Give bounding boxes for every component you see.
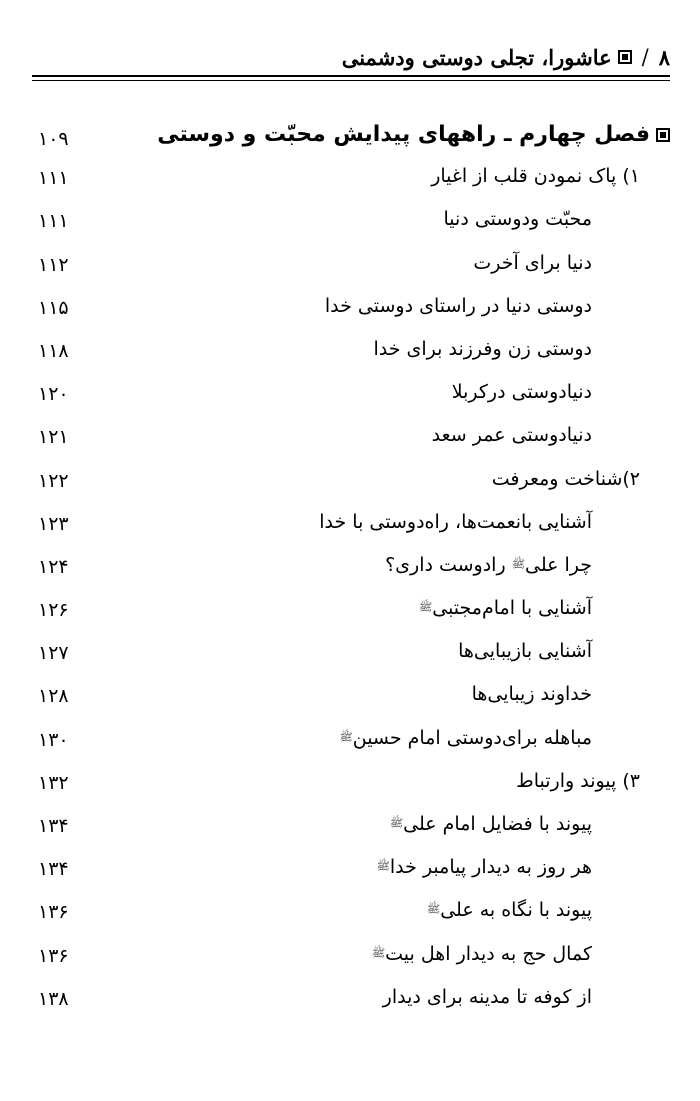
- header-rule: [32, 75, 670, 77]
- toc-entry: [0, 679, 700, 722]
- toc-entry: [0, 464, 700, 507]
- toc-entry: [0, 550, 700, 593]
- page-number: ۸: [658, 44, 670, 70]
- honorific-glyph: ﷺ: [426, 902, 441, 916]
- toc-entry: [0, 248, 700, 291]
- toc-entry-page-number: ۱۳۴: [38, 815, 69, 837]
- toc-entry: [0, 895, 700, 938]
- honorific-glyph: ﷺ: [418, 600, 433, 614]
- toc-chapter: [0, 118, 700, 161]
- toc-entry: [0, 723, 700, 766]
- toc-entry-text: دنیا برای آخرت: [473, 251, 592, 274]
- toc-entry-title: [383, 986, 592, 1008]
- toc-entry-text: ۳) پیوند وارتباط: [516, 769, 640, 792]
- table-of-contents: [0, 118, 700, 1025]
- toc-entry-title: [372, 943, 592, 965]
- toc-entry-text: آشنایی بازیبایی‌ها: [458, 640, 592, 663]
- toc-entry-text: از کوفه تا مدینه برای دیدار: [382, 985, 592, 1008]
- toc-entry-page-number: ۱۳۲: [38, 771, 69, 794]
- toc-entry-text: چرا علی: [524, 553, 592, 576]
- toc-entry-page-number: ۱۱۲: [38, 253, 69, 276]
- toc-entry: [0, 291, 700, 334]
- toc-entry-text: ۲)شناخت ومعرفت: [491, 467, 640, 490]
- honorific-glyph: ﷺ: [511, 557, 525, 571]
- toc-entry-page-number: ۱۳۸: [38, 987, 69, 1010]
- toc-entry-page-number: ۱۲۴: [38, 555, 69, 578]
- toc-entry-page-number: ۱۲۳: [38, 512, 69, 535]
- book-title: عاشورا، تجلی دوستی ودشمنی: [341, 44, 612, 70]
- toc-entry-page-number: ۱۱۱: [38, 167, 69, 190]
- running-header: [36, 40, 670, 74]
- toc-entry-text: مباهله برای‌دوستی امام حسین: [352, 726, 592, 749]
- toc-entry-title: [385, 554, 592, 576]
- toc-entry: [0, 982, 700, 1025]
- toc-entry-page-number: ۱۲۱: [38, 426, 69, 449]
- toc-entry-page-number: ۱۳۶: [38, 944, 69, 967]
- toc-entry: [0, 593, 700, 636]
- toc-entry-title: [377, 856, 592, 878]
- toc-entry-text: کمال حج به دیدار اهل بیت: [385, 942, 592, 965]
- toc-entry-title: [452, 381, 592, 403]
- toc-entry-title: [458, 640, 592, 662]
- toc-entry-title: [319, 511, 592, 533]
- toc-entry: [0, 939, 700, 982]
- toc-entry: [0, 852, 700, 895]
- honorific-glyph: ﷺ: [389, 816, 404, 830]
- toc-entry-text: دنیادوستی درکربلا: [451, 381, 592, 404]
- toc-entry-title: [432, 424, 592, 446]
- header-rule-thin: [32, 80, 670, 81]
- toc-entry-text-after: رادوست داری؟: [385, 553, 512, 576]
- toc-entry-page-number: ۱۲۷: [38, 642, 69, 665]
- toc-entry-text: پیوند با نگاه به علی: [440, 899, 592, 922]
- toc-entry-title: [516, 770, 640, 792]
- toc-entries: [0, 161, 700, 1025]
- toc-entry-title: [492, 468, 640, 490]
- toc-entry-text: ۱) پاک نمودن قلب از اغیار: [431, 165, 640, 188]
- toc-entry-title: [472, 683, 592, 705]
- toc-entry-text: آشنایی بانعمت‌ها، راه‌دوستی با خدا: [319, 510, 592, 533]
- toc-entry: [0, 334, 700, 377]
- toc-entry-text: خداوند زیبایی‌ها: [471, 683, 592, 706]
- toc-entry-title: [390, 813, 592, 835]
- honorific-glyph: ﷺ: [339, 730, 353, 744]
- toc-entry-text: دنیادوستی عمر سعد: [431, 424, 592, 447]
- toc-entry-title: [373, 338, 592, 360]
- toc-entry: [0, 636, 700, 679]
- toc-entry-page-number: ۱۱۵: [38, 296, 69, 319]
- toc-entry-text: هر روز به دیدار پیامبر خدا: [389, 856, 592, 879]
- toc-entry-title: [325, 295, 592, 317]
- toc-entry: [0, 766, 700, 809]
- toc-entry-page-number: ۱۲۸: [38, 685, 69, 708]
- square-bullet-icon: [618, 50, 632, 64]
- toc-entry-text: آشنایی با امام‌مجتبی: [432, 597, 592, 620]
- toc-entry-text: محبّت ودوستی دنیا: [443, 208, 592, 231]
- toc-entry-page-number: ۱۳۴: [38, 858, 69, 881]
- honorific-glyph: ﷺ: [376, 859, 390, 873]
- toc-entry-title: [339, 727, 592, 749]
- toc-entry-text: دوستی دنیا در راستای دوستی خدا: [324, 294, 592, 317]
- toc-entry: [0, 507, 700, 550]
- chapter-title: [157, 122, 670, 147]
- toc-entry-page-number: ۱۱۸: [38, 339, 69, 362]
- chapter-title-text: فصل چهارم ـ راههای پیدایش محبّت و دوستی: [157, 122, 650, 147]
- toc-entry: [0, 420, 700, 463]
- toc-entry-title: [473, 252, 592, 274]
- toc-entry: [0, 204, 700, 247]
- toc-entry-page-number: ۱۲۲: [38, 469, 69, 492]
- header-separator: /: [641, 45, 649, 69]
- toc-entry-title: [431, 165, 640, 187]
- toc-entry: [0, 161, 700, 204]
- toc-entry: [0, 809, 700, 852]
- honorific-glyph: ﷺ: [371, 946, 386, 960]
- toc-entry-page-number: ۱۳۶: [38, 901, 69, 924]
- toc-entry-title: [419, 597, 592, 619]
- toc-entry: [0, 377, 700, 420]
- chapter-page-number: ۱۰۹: [38, 128, 69, 150]
- toc-entry-title: [444, 208, 592, 230]
- toc-entry-title: [427, 899, 592, 921]
- toc-entry-page-number: ۱۳۰: [38, 728, 69, 751]
- toc-entry-page-number: ۱۲۶: [38, 599, 69, 622]
- toc-entry-text: پیوند با فضایل امام علی: [403, 813, 592, 835]
- toc-entry-text: دوستی زن وفرزند برای خدا: [373, 337, 592, 360]
- toc-entry-page-number: ۱۱۱: [38, 210, 69, 233]
- toc-entry-page-number: ۱۲۰: [38, 383, 69, 406]
- square-bullet-icon: [656, 128, 670, 142]
